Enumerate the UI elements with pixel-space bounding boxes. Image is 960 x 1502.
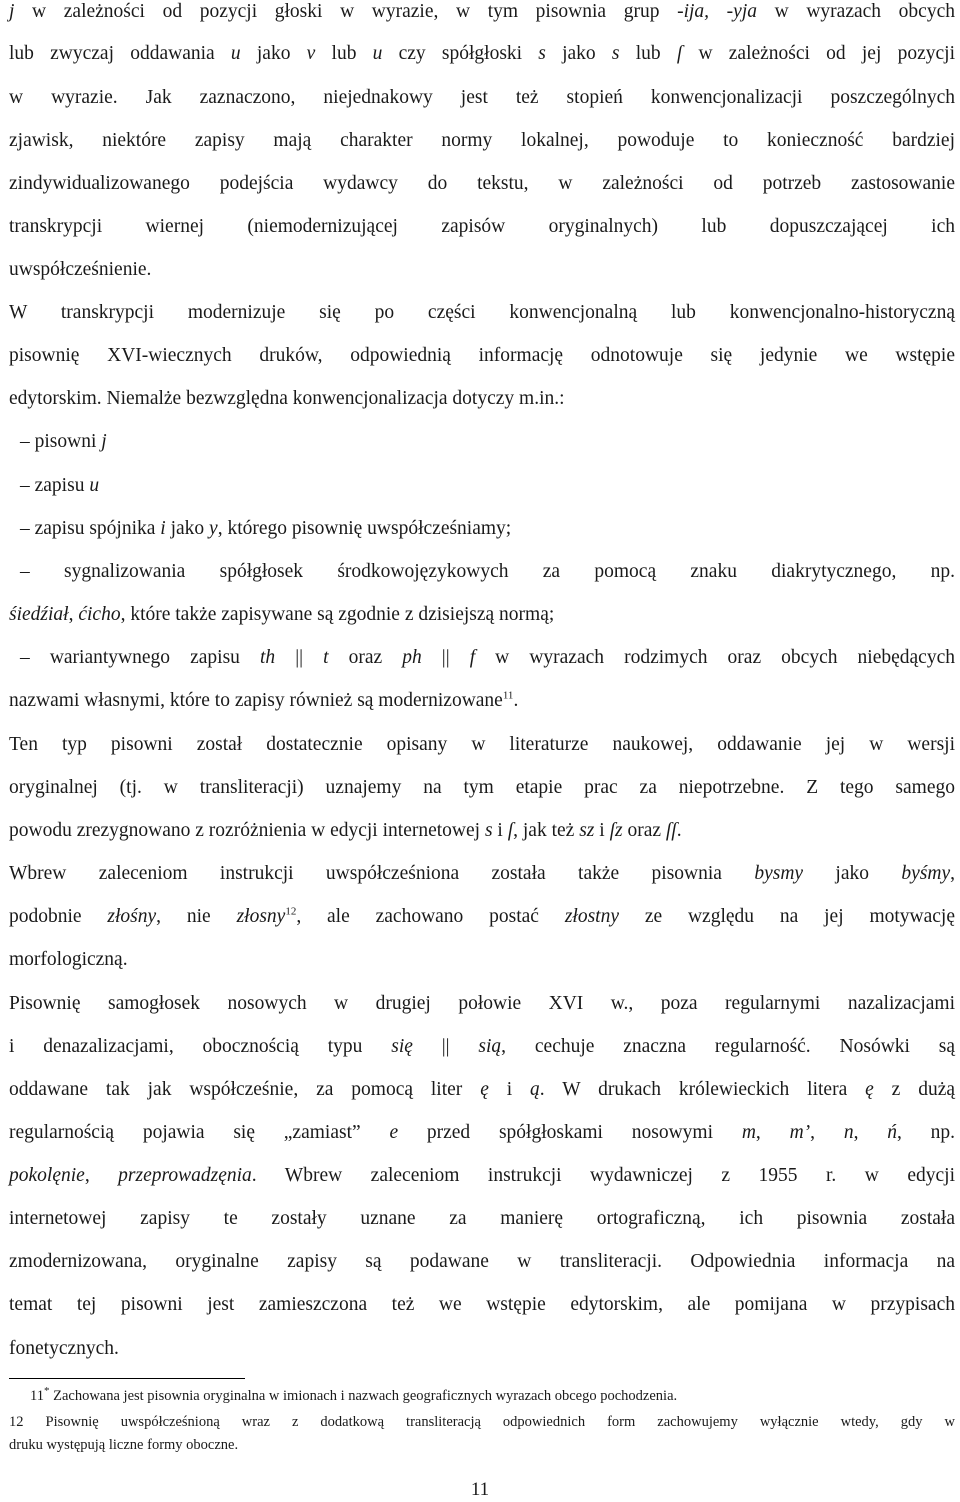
text-line: nazwami własnymi, które to zapisy również są modernizowane$^{11}$. [9, 689, 519, 711]
list-item: – zapisu u [20, 475, 100, 496]
list-item: – pisowni j [20, 431, 107, 452]
text-line: fonetycznych. [9, 1338, 119, 1359]
text-line: pisownię XVI-wiecznych druków, odpowiednią informację odnotowuje się jedynie we wstępie [9, 345, 955, 366]
footnote-ref: 12 [285, 905, 297, 918]
text-line: uwspółcześnienie. [9, 259, 152, 280]
footnote-ref: 11 [502, 689, 514, 702]
text-line: powodu zrezygnowano z rozróżnienia w edycji internetowej s i ſ, jak też sz i ſz oraz ſſ. [9, 820, 682, 841]
text-line: śiedźiał, ćicho, które także zapisywane są zgodnie z dzisiejszą normą; [9, 604, 555, 625]
text-line: lub zwyczaj oddawania u jako v lub u czy spółgłoski s jako s lub ſ w zależności od jej pozycji [9, 43, 955, 64]
page-number: 11 [470, 1479, 490, 1500]
text-line: temat tej pisowni jest zamieszczona też we wstępie edytorskim, ale pomijana w przypisach [9, 1294, 955, 1315]
text-line: oddawane tak jak współcześnie, za pomocą liter ę i ą. W drukach królewieckich litera ę z dużą [9, 1079, 956, 1100]
text-line: regularnością pojawia się „zamiast” e przed spółgłoskami nosowymi m, m’, n, ń, np. [9, 1122, 956, 1143]
text-line: W transkrypcji modernizuje się po części konwencjonalną lub konwencjonalno-historyczną [9, 302, 955, 323]
text-line: i denazalizacjami, obocznością typu się || sią, cechuje znaczna regularność. Nosówki są [9, 1036, 956, 1057]
list-item: – wariantywnego zapisu th || t oraz ph || f w wyrazach rodzimych oraz obcych niebędących [20, 647, 955, 668]
text-line: pokolęnie, przeprowadzęnia. Wbrew zaleceniom instrukcji wydawniczej z 1955 r. w edycji [9, 1165, 955, 1186]
text-line: oryginalnej (tj. w transliteracji) uznajemy na tym etapie prac za niepotrzebne. Z tego samego [9, 777, 955, 798]
text-line: internetowej zapisy te zostały uznane za manierę ortograficzną, ich pisownia została [9, 1208, 955, 1229]
footnote-11: 11* Zachowana jest pisownia oryginalna w imionach i nazwach geograficznych wyrazach obcego pochodzenia. [30, 1385, 678, 1404]
text-line: zindywidualizowanego podejścia wydawcy do tekstu, w zależności od potrzeb zastosowanie [9, 173, 955, 194]
text-line: Wbrew zaleceniom instrukcji uwspółcześniona została także pisownia bysmy jako byśmy, [9, 863, 955, 884]
text-line: podobnie złośny, nie złosny$^{12}$, ale zachowano postać złostny ze względu na jej motywację [9, 905, 956, 927]
list-item: – sygnalizowania spółgłosek środkowojęzykowych za pomocą znaku diakrytycznego, np. [20, 561, 955, 582]
text-line: morfologiczną. [9, 949, 128, 970]
text-line: transkrypcji wiernej (niemodernizującej zapisów oryginalnych) lub dopuszczającej ich [9, 216, 955, 237]
text-line: Pisownię samogłosek nosowych w drugiej połowie XVI w., poza regularnymi nazalizacjami [9, 993, 955, 1014]
footnote-12: 12 Pisownię uwspółcześnioną wraz z dodatkową transliteracją odpowiednich form zachowujemy wyłącznie wtedy, gdy w [9, 1414, 955, 1430]
text-line: zjawisk, niektóre zapisy mają charakter normy lokalnej, powoduje to konieczność bardziej [9, 130, 955, 151]
footnote-separator [9, 1378, 245, 1379]
footnote-12-continuation: druku występują liczne formy oboczne. [9, 1437, 239, 1453]
list-item: – zapisu spójnika i jako y, którego pisownię uwspółcześniamy; [20, 518, 512, 539]
text-line: j w zależności od pozycji głoski w wyrazie, w tym pisownia grup -ija, -yja w wyrazach obcych [9, 1, 955, 22]
text-line: Ten typ pisowni został dostatecznie opisany w literaturze naukowej, oddawanie jej w wersji [9, 734, 955, 755]
text-line: w wyrazie. Jak zaznaczono, niejednakowy jest też stopień konwencjonalizacji poszczególnych [9, 87, 955, 108]
text-line: zmodernizowana, oryginalne zapisy są podawane w transliteracji. Odpowiednia informacja na [9, 1251, 955, 1272]
text-line: edytorskim. Niemalże bezwzględna konwencjonalizacja dotyczy m.in.: [9, 388, 565, 409]
